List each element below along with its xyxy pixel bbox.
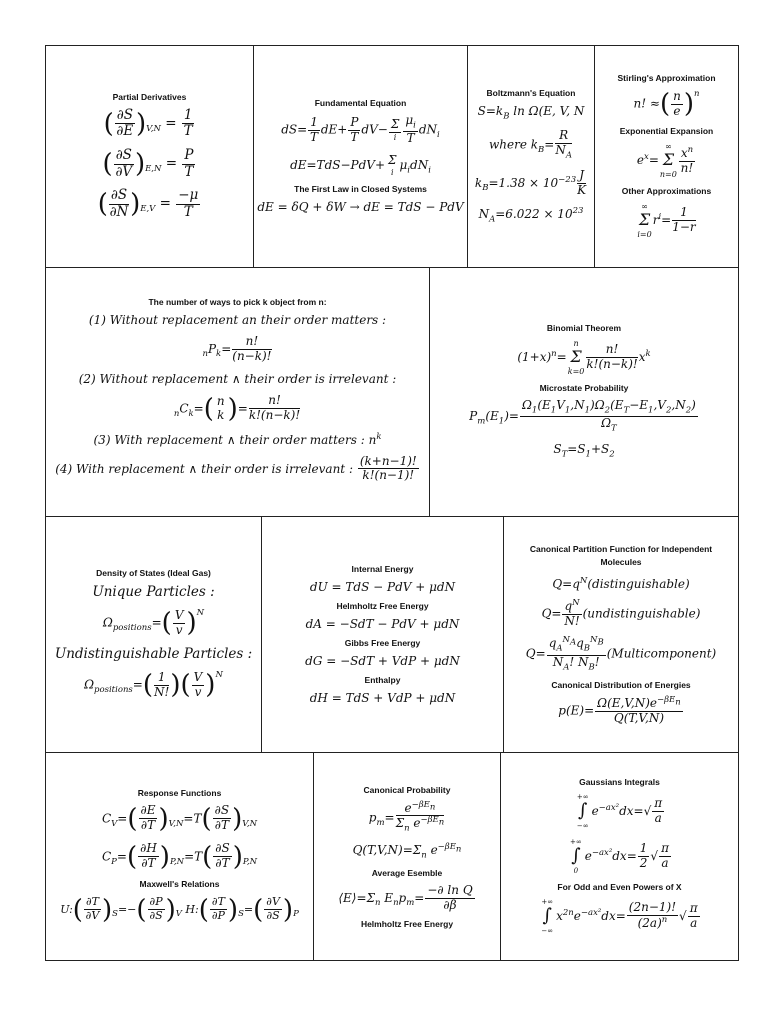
ways-case-4: (4) With replacement ∧ their order is irrelevant : $\frac{(k+n-1)!}{k!(n-1)!}$ bbox=[55, 453, 417, 483]
stirling-title: Stirling's Approximation bbox=[617, 73, 716, 84]
eq-omega-unique: $\Omega_{positions}=$( $\frac{V}{v}$ )$^N$ bbox=[102, 607, 205, 638]
gaussian-title: Gaussians Integrals bbox=[579, 777, 660, 788]
density-title: Density of States (Ideal Gas) bbox=[96, 568, 211, 578]
eq-gaussian-moments: +∞ ∫ −∞ $x^{2n}e^{-ax^2}dx=$ $\frac{(2n-1)!}{(2a)^n}$ √ $\frac{\pi}{a}$ bbox=[541, 897, 698, 935]
cell-canonical-partition bbox=[504, 517, 738, 752]
eq-ds-dn: ( $\frac{\partial S}{\partial N}$ )$_{E,V}$ = $\frac{-\mu}{T}$ bbox=[97, 187, 199, 220]
fundamental-equation-title: Fundamental Equation bbox=[314, 98, 407, 109]
eq-gaussian-half: +∞ ∫ 0 $e^{-ax^2}dx=$ $\frac{1}{2}$ √ $\frac{\pi}{a}$ bbox=[570, 838, 669, 875]
eq-q-undistinguishable: Q= $\frac{q^N}{N!}$ (undistinguishable) bbox=[541, 597, 701, 628]
microstate-title: Microstate Probability bbox=[539, 383, 629, 394]
eq-combination: $_nC_k=$( n k )= $\frac{n!}{k!(n-k)!}$ bbox=[173, 393, 301, 424]
eq-average-energy: $⟨E⟩=\Sigma_n$ $E_np_m=$ $\frac{\text{−∂ ln Q}}{\partial\beta}$ bbox=[338, 882, 473, 912]
eq-cv: $C_V=$( $\frac{\partial E}{\partial T}$ )$_{V,N}=T$( $\frac{\partial S}{\partial T}$ )$_{V,N}$ bbox=[101, 803, 258, 834]
cell-fundamental-equation bbox=[254, 46, 468, 267]
first-law-title: The First Law in Closed Systems bbox=[294, 183, 427, 194]
eq-energy-distribution: p(E)= $\frac{\Omega(E,V,N)e^{-\beta E_n}}{Q(T,V,N)}$ bbox=[558, 694, 681, 725]
eq-omega-undistinguishable: $\Omega_{positions}=$( $\frac{1}{N!}$ )( $\frac{V}{v}$ )$^N$ bbox=[84, 669, 223, 700]
eq-kb-value: $k_B=1.38 \times 10^{-23}$ $\frac{J}{K}$ bbox=[474, 168, 587, 197]
ways-case-2: (2) Without replacement ∧ their order is irrelevant : bbox=[78, 371, 397, 386]
internal-energy-title: Internal Energy bbox=[351, 563, 414, 574]
row-thermo-basics bbox=[46, 46, 738, 268]
canonical-distribution-title: Canonical Distribution of Energies bbox=[551, 679, 691, 690]
binomial-title: Binomial Theorem bbox=[546, 323, 622, 334]
eq-partition-sum: $Q(T,V,N)=\Sigma_n$ $e^{-\beta E_n}$ bbox=[352, 842, 462, 861]
other-approximations-title: Other Approximations bbox=[621, 186, 712, 196]
eq-ds-dv: ( $\frac{\partial S}{\partial V}$ )$_{E,N}$ = $\frac{P}{T}$ bbox=[102, 146, 194, 180]
boltzmann-title: Boltzmann's Equation bbox=[486, 87, 576, 98]
eq-q-distinguishable: $Q=q^N(distinguishable)$ bbox=[552, 575, 690, 591]
cell-ways-to-pick bbox=[46, 268, 430, 516]
eq-ds-fundamental: dS= $\frac{1}{T}$ dE+ $\frac{P}{T}$ dV− $\frac{\Sigma}{i}$ $\frac{\mu_i}{T}$ $dN_i$ bbox=[281, 113, 440, 146]
cell-thermo-potentials bbox=[262, 517, 504, 752]
eq-binomial: $(1+x)^n=$ n Σ k=0 $\frac{n!}{k!(n-k)!}$ $x^k$ bbox=[517, 339, 651, 376]
eq-helmholtz: dA = −SdT − PdV + μdN bbox=[305, 616, 460, 631]
exponential-expansion-title: Exponential Expansion bbox=[619, 126, 714, 137]
eq-internal-energy: dU = TdS − PdV + μdN bbox=[309, 579, 456, 594]
eq-total-entropy: $S_T=S_1+S_2$ bbox=[553, 442, 615, 460]
row-combinatorics bbox=[46, 268, 738, 517]
enthalpy-title: Enthalpy bbox=[364, 674, 401, 685]
cell-canonical-probability bbox=[314, 753, 501, 960]
average-ensemble-title: Average Esemble bbox=[371, 867, 443, 878]
ways-title: The number of ways to pick k object from n: bbox=[148, 296, 327, 307]
eq-ds-de: ( $\frac{\partial S}{\partial E}$ )$_{V,N}$ = $\frac{1}{T}$ bbox=[103, 106, 193, 140]
maxwell-title: Maxwell's Relations bbox=[139, 878, 220, 889]
eq-cp: $C_P=$( $\frac{\partial H}{\partial T}$ )$_{P,N}=T$( $\frac{\partial S}{\partial T}$ )$_{P,N}$ bbox=[101, 841, 258, 872]
eq-q-multicomponent: Q= $\frac{q_A^{N_A}q_B^{N_B}}{N_A! N_B!}$ (Multicomponent) bbox=[525, 635, 717, 672]
cell-boltzmann bbox=[468, 46, 595, 267]
eq-avogadro: $N_A=6.022 \times 10^{23}$ bbox=[478, 205, 584, 225]
partial-derivatives-title: Partial Derivatives bbox=[112, 91, 187, 102]
eq-geometric: ∞ Σ i=0 $r^i=$ $\frac{1}{1-r}$ bbox=[637, 202, 696, 239]
eq-maxwell: U:( $\frac{\partial T}{\partial V}$ )$_S=-$( $\frac{\partial P}{\partial S}$ )$_V$ H:( $\frac{\partial T}{\partial P}$ )$_S=$( $\frac{\partial V}{\partial S}$ )$_P$ bbox=[60, 894, 299, 925]
eq-exponential: $e^x=$ ∞ Σ n=0 $\frac{x^n}{n!}$ bbox=[636, 142, 694, 179]
ways-case-3: (3) With replacement ∧ their order matters : $n^k$ bbox=[93, 431, 382, 447]
cell-partial-derivatives bbox=[46, 46, 254, 267]
formula-sheet bbox=[45, 45, 739, 961]
helmholtz-title: Helmholtz Free Energy bbox=[336, 600, 429, 611]
unique-particles-label: Unique Particles : bbox=[92, 584, 215, 600]
helmholtz-free-energy-title: Helmholtz Free Energy bbox=[360, 919, 454, 930]
eq-enthalpy: dH = TdS + VdP + μdN bbox=[309, 690, 456, 705]
odd-even-title: For Odd and Even Powers of X bbox=[557, 881, 682, 892]
cell-density-of-states bbox=[46, 517, 262, 752]
response-title: Response Functions bbox=[137, 787, 222, 798]
eq-gibbs: dG = −SdT + VdP + μdN bbox=[305, 653, 460, 668]
cell-gaussian-integrals bbox=[501, 753, 738, 960]
eq-microstate: $P_m(E_1)=$ $\frac{\Omega_1(E_1V_1,N_1)\Omega_2(E_T-E_1,V_2,N_2)}{\Omega_T}$ bbox=[469, 398, 696, 434]
row-response-probability bbox=[46, 753, 738, 960]
eq-permutation: $_nP_k=$ $\frac{n!}{(n-k)!}$ bbox=[202, 333, 272, 363]
eq-boltzmann-entropy: $S=k_B$ ln Ω(E, V, N bbox=[477, 103, 585, 122]
eq-de-fundamental: dE=TdS−PdV+ Σ i $\mu_idN_i$ bbox=[290, 152, 431, 177]
row-states-energies bbox=[46, 517, 738, 753]
cell-response-functions bbox=[46, 753, 314, 960]
canonical-probability-title: Canonical Probability bbox=[363, 784, 451, 795]
eq-gaussian-full: +∞ ∫ −∞ $e^{-ax^2}dx=√$ $\frac{\pi}{a}$ bbox=[576, 793, 663, 831]
eq-kb-definition: where $k_B=$ $\frac{R}{N_A}$ bbox=[489, 128, 572, 161]
eq-first-law: dE = δQ + δW → dE = TdS − PdV bbox=[257, 199, 464, 214]
gibbs-title: Gibbs Free Energy bbox=[344, 637, 421, 648]
ways-case-1: (1) Without replacement an their order matters : bbox=[88, 312, 387, 327]
canonical-partition-title: Canonical Partition Function for Independent Molecules bbox=[529, 543, 713, 568]
undistinguishable-label: Undistinguishable Particles : bbox=[54, 646, 253, 662]
cell-stirling bbox=[595, 46, 738, 267]
cell-binomial bbox=[430, 268, 738, 516]
eq-stirling: n! ≈( $\frac{n}{e}$ )$^n$ bbox=[633, 88, 700, 120]
eq-pm: $p_m=$ $\frac{e^{-\beta E_n}}{\Sigma_n e^{-\beta E_n}}$ bbox=[368, 799, 445, 834]
